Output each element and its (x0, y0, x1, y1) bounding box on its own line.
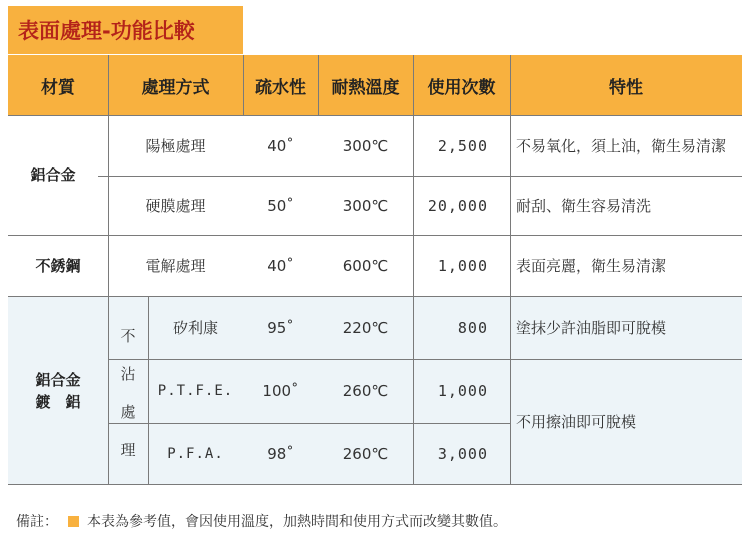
table-row-hydrophobic: 98˚ (267, 444, 294, 463)
table-row-hydrophobic: 40˚ (267, 136, 294, 155)
footnote-label: 備註： (16, 514, 58, 530)
table-row-uses: 3,000 (437, 444, 488, 463)
table-row-method: P.T.F.E. (157, 383, 234, 399)
table-row-uses: 20,000 (427, 196, 488, 215)
table-title: 表面處理-功能比較 (8, 6, 243, 54)
table-row-uses: 1,000 (437, 256, 488, 275)
header-method: 處理方式 (108, 55, 243, 115)
table-row-feature: 塗抹少許油脂即可脫模 (516, 319, 667, 337)
footnote (16, 511, 507, 531)
table-row-method: 陽極處理 (145, 137, 206, 155)
grid-line (243, 55, 244, 115)
nonstick-char: 處 (120, 403, 136, 421)
table-row-feature: 不易氧化，須上油，衛生易清潔 (516, 137, 727, 155)
table-row-hydrophobic: 100˚ (262, 382, 299, 400)
grid-line (318, 55, 319, 115)
material-stainless: 不銹鋼 (35, 257, 81, 275)
table-row-heat: 300℃ (342, 136, 389, 155)
table-row-feature: 不用擦油即可脫模 (516, 413, 637, 431)
table-row-uses: 1,000 (437, 382, 488, 400)
table-row-uses: 2,500 (437, 136, 488, 155)
material-aluminum: 鋁合金 (8, 155, 98, 195)
table-row-hydrophobic: 95˚ (267, 318, 294, 337)
nonstick-char: 沾 (120, 365, 136, 383)
nonstick-label (108, 325, 148, 460)
material-plated-line2: 鍍 鋁 (35, 392, 81, 411)
table-row-uses: 800 (457, 318, 488, 337)
table-row-hydrophobic: 40˚ (267, 256, 294, 275)
table-row-hydrophobic: 50˚ (267, 196, 294, 215)
nonstick-char: 理 (120, 441, 136, 459)
table-row-heat: 260℃ (342, 382, 389, 400)
grid-line (8, 484, 742, 485)
table-row-heat: 600℃ (342, 256, 389, 275)
nonstick-char: 不 (120, 327, 136, 345)
table-row-method: 電解處理 (145, 257, 206, 275)
table-row-method: 硬膜處理 (145, 197, 206, 215)
header-features: 特性 (510, 55, 742, 115)
table-row-heat: 220℃ (342, 318, 389, 337)
header-heat-resistance: 耐熱溫度 (318, 55, 413, 115)
table-row-feature: 耐刮、衛生容易清洗 (516, 197, 652, 215)
header-hydrophobic: 疏水性 (243, 55, 318, 115)
material-plated-line1: 鋁合金 (35, 370, 81, 389)
table-row-heat: 300℃ (342, 196, 389, 215)
header-material: 材質 (8, 55, 108, 115)
square-bullet-icon (68, 516, 79, 527)
material-plated (8, 297, 108, 484)
table-row-heat: 260℃ (342, 444, 389, 463)
footnote-text: 本表為參考值，會因使用溫度，加熱時間和使用方式而改變其數值。 (87, 514, 507, 530)
table-row-feature: 表面亮麗，衛生易清潔 (516, 257, 667, 275)
table-row-method: P.F.A. (167, 445, 224, 462)
table-row-method: 矽利康 (172, 319, 218, 337)
header-usage-count: 使用次數 (413, 55, 510, 115)
